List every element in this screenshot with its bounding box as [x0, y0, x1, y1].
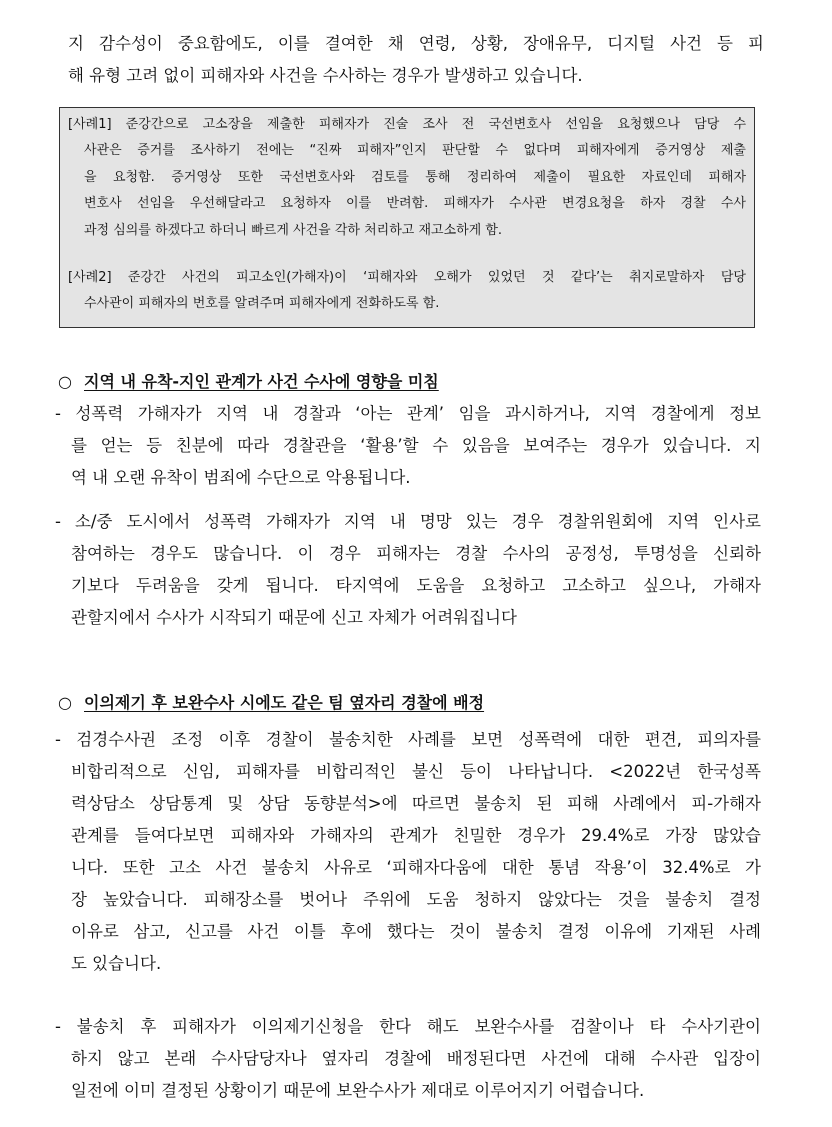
case-line: 사관은 증거를 조사하기 전에는 “진짜 피해자”인지 판단할 수 없다며 피해자에게 증거영상 제출 — [84, 143, 746, 159]
case-line: 을 요청함. 증거영상 또한 국선변호사와 검토를 통해 정리하여 제출이 필요한 자료인데 피해자 — [84, 169, 746, 185]
bullet-item — [55, 398, 761, 494]
case-examples-box — [59, 107, 755, 328]
item-line: 일전에 이미 결정된 상황이기 때문에 보완수사가 제대로 이루어지기 어렵습니다. — [71, 1081, 645, 1100]
intro-line: 지 감수성이 중요함에도, 이를 결여한 채 연령, 상황, 장애유무, 디지털 사건 등 피 — [68, 34, 764, 53]
section-heading — [58, 370, 439, 394]
item-line: - 불송치 후 피해자가 이의제기신청을 한다 해도 보완수사를 검찰이나 타 수사기관이 — [55, 1017, 761, 1036]
item-line: 도 있습니다. — [71, 954, 162, 973]
case-line: 수사관이 피해자의 번호를 알려주며 피해자에게 전화하도록 함. — [84, 296, 440, 312]
bullet-item — [55, 1011, 761, 1107]
section-heading — [58, 691, 484, 715]
item-line: 장 높았습니다. 피해장소를 벗어나 주위에 도움 청하지 않았다는 것을 불송치 결정 — [71, 890, 761, 909]
item-line: 역 내 오랜 유착이 범죄에 수단으로 악용됩니다. — [71, 468, 411, 487]
case-line: 변호사 선임을 우선해달라고 요청하자 이를 반려함. 피해자가 수사관 변경요청을 하자 경찰 수사 — [84, 196, 746, 212]
item-line: 니다. 또한 고소 사건 불송치 사유로 ‘피해자다움에 대한 통념 작용’이 32.4%로 가 — [71, 858, 761, 877]
case-line: [사례1] 준강간으로 고소장을 제출한 피해자가 진술 조사 전 국선변호사 선임을 요청했으나 담당 수 — [68, 117, 746, 132]
item-line: 이유로 삼고, 신고를 사건 이틀 후에 했다는 것이 불송치 결정 이유에 기재된 사례 — [71, 922, 761, 941]
intro-line: 해 유형 고려 없이 피해자와 사건을 수사하는 경우가 발생하고 있습니다. — [68, 66, 583, 85]
item-line: 참여하는 경우도 많습니다. 이 경우 피해자는 경찰 수사의 공정성, 투명성을 신뢰하 — [71, 544, 761, 563]
item-line: - 성폭력 가해자가 지역 내 경찰과 ‘아는 관계’ 임을 과시하거나, 지역 경찰에게 정보 — [55, 404, 761, 423]
item-line: 관계를 들여다보면 피해자와 가해자의 관계가 친밀한 경우가 29.4%로 가장 많았습 — [71, 826, 761, 845]
item-line: - 검경수사권 조정 이후 경찰이 불송치한 사례를 보면 성폭력에 대한 편견, 피의자를 — [55, 730, 761, 749]
case-line: [사례2] 준강간 사건의 피고소인(가해자)이 ‘피해자와 오해가 있었던 것 같다’는 취지로말하자 담당 — [68, 270, 746, 286]
heading-bullet: ○ — [58, 693, 72, 712]
item-line: 관할지에서 수사가 시작되기 때문에 신고 자체가 어려워집니다 — [71, 608, 517, 627]
item-line: 비합리적으로 신임, 피해자를 비합리적인 불신 등이 나타납니다. <2022년 한국성폭 — [71, 762, 761, 781]
item-line: 하지 않고 본래 수사담당자나 옆자리 경찰에 배정된다면 사건에 대해 수사관 입장이 — [71, 1049, 761, 1068]
item-line: 력상담소 상담통계 및 상담 동향분석>에 따르면 불송치 된 피해 사례에서 피-가해자 — [71, 794, 761, 813]
heading-bullet: ○ — [58, 372, 72, 391]
heading-text: 이의제기 후 보완수사 시에도 같은 팀 옆자리 경찰에 배정 — [84, 693, 485, 712]
case-example-2 — [68, 265, 746, 318]
case-example-1 — [68, 112, 746, 244]
item-line: 기보다 두려움을 갖게 됩니다. 타지역에 도움을 요청하고 고소하고 싶으나, 가해자 — [71, 576, 761, 595]
item-line: - 소/중 도시에서 성폭력 가해자가 지역 내 명망 있는 경우 경찰위원회에 지역 인사로 — [55, 512, 761, 531]
case-line: 과정 심의를 하겠다고 하더니 빠르게 사건을 각하 처리하고 재고소하게 함. — [84, 222, 503, 238]
heading-text: 지역 내 유착-지인 관계가 사건 수사에 영향을 미침 — [84, 372, 439, 391]
bullet-item — [55, 724, 761, 980]
bullet-item — [55, 506, 761, 634]
item-line: 를 얻는 등 친분에 따라 경찰관을 ‘활용’할 수 있음을 보여주는 경우가 있습니다. 지 — [71, 436, 761, 455]
intro-paragraph — [58, 28, 764, 92]
